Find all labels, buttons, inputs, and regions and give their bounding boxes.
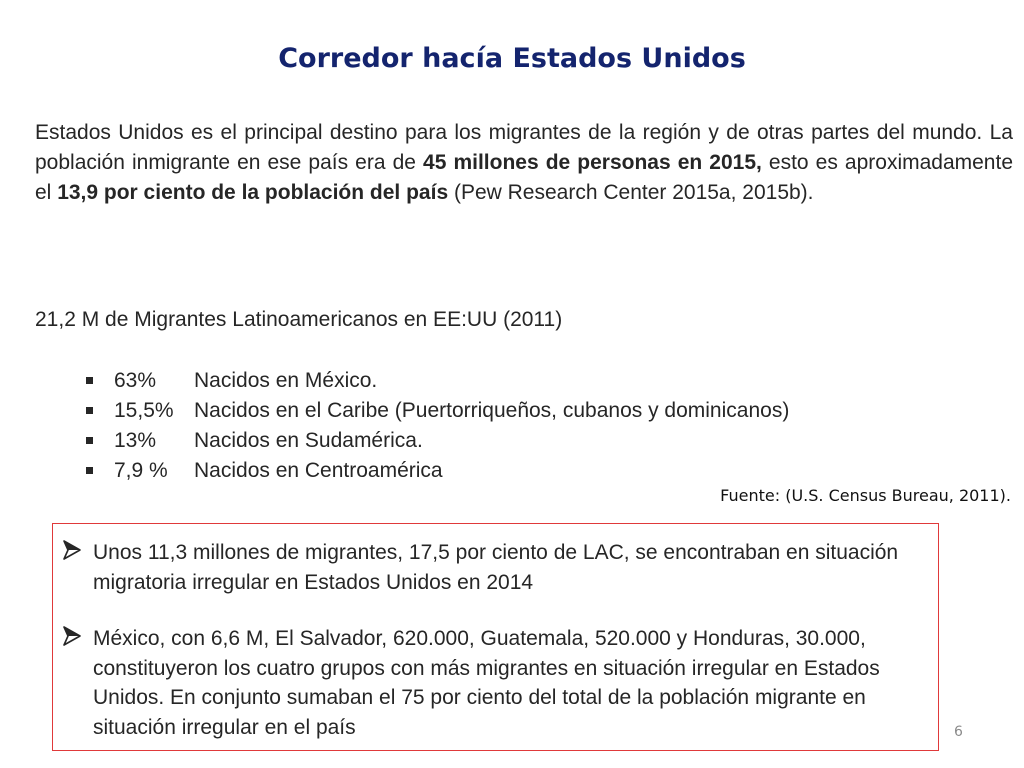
square-bullet-icon bbox=[86, 407, 93, 414]
highlight-box bbox=[52, 523, 939, 751]
box-item-country-breakdown bbox=[93, 624, 933, 742]
arrow-bullet-icon bbox=[61, 625, 83, 647]
page-number: 6 bbox=[954, 724, 963, 740]
list-item bbox=[86, 456, 789, 486]
intro-bold-2: 13,9 por ciento de la población del país bbox=[57, 181, 449, 204]
square-bullet-icon bbox=[86, 377, 93, 384]
intro-text-2: esto es aproximadamente el bbox=[35, 151, 1013, 204]
section-subheading: 21,2 M de Migrantes Latinoamericanos en EE:UU (2011) bbox=[35, 308, 563, 331]
list-item-label: Nacidos en el Caribe (Puertorriqueños, cubanos y dominicanos) bbox=[194, 399, 790, 422]
source-citation: Fuente: (U.S. Census Bureau, 2011). bbox=[720, 486, 1011, 505]
list-item-label: Nacidos en Sudamérica. bbox=[194, 429, 423, 452]
square-bullet-icon bbox=[86, 467, 93, 474]
intro-bold-1: 45 millones de personas en 2015, bbox=[423, 151, 762, 174]
list-item-percent: 13% bbox=[114, 429, 157, 452]
list-item bbox=[86, 426, 789, 456]
intro-text-3: (Pew Research Center 2015a, 2015b). bbox=[448, 181, 814, 204]
intro-paragraph bbox=[35, 118, 1013, 208]
list-item-label: Nacidos en México. bbox=[194, 369, 378, 392]
list-item-percent: 7,9 % bbox=[114, 459, 168, 482]
box-item-irregular-total bbox=[93, 538, 933, 597]
arrow-bullet-icon bbox=[61, 539, 83, 561]
list-item-percent: 63% bbox=[114, 369, 157, 392]
list-item-percent: 15,5% bbox=[114, 399, 174, 422]
birthplace-list bbox=[86, 366, 789, 486]
list-item bbox=[86, 366, 789, 396]
box-item-text: Unos 11,3 millones de migrantes, 17,5 por ciento de LAC, se encontraban en situación migratoria irregular en Estados Unidos en 2014 bbox=[93, 541, 899, 594]
list-item-label: Nacidos en Centroamérica bbox=[194, 459, 443, 482]
box-item-text: México, con 6,6 M, El Salvador, 620.000, Guatemala, 520.000 y Honduras, 30.000, constituyeron los cuatro grupos con más migrantes en situación irregular en Estados Unidos. En conjunto sumaban el 75 por ciento del total de la población migrante en situación irregular en el país bbox=[93, 627, 880, 739]
slide-title: Corredor hacía Estados Unidos bbox=[278, 43, 746, 74]
square-bullet-icon bbox=[86, 437, 93, 444]
intro-text-1: Estados Unidos es el principal destino para los migrantes de la región y de otras partes del mundo. La población inmigrante en ese país era de bbox=[35, 121, 1013, 174]
list-item bbox=[86, 396, 789, 426]
